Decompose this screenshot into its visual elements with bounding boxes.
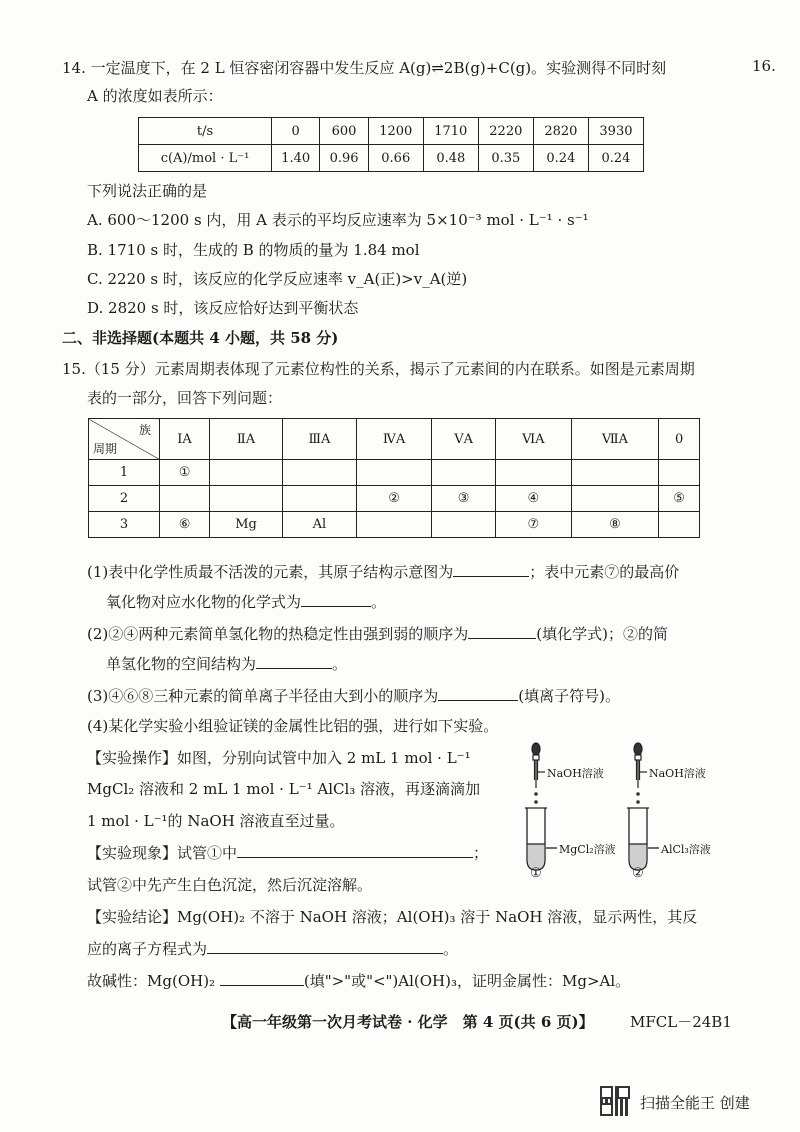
table-corner [89,419,160,460]
corner-group-label: 族 [138,423,151,437]
section-title: 二、非选择题(本题共 4 小题，共 58 分) [62,329,339,347]
concentration-cell: 0.48 [423,145,478,172]
element-cell [160,486,210,512]
concentration-cell: 0.24 [533,145,588,172]
answer-blank[interactable] [207,939,443,954]
dropper-label: NaOH溶液 [649,767,706,780]
tube-solution-label: AlCl₃溶液 [661,843,711,856]
group-header: ⅥA [496,419,572,460]
q14-option-c: C. 2220 s 时，该反应的化学反应速率 v_A(正)>v_A(逆) [87,270,468,288]
footer-code: MFCL－24B1 [630,1013,732,1031]
element-cell [432,460,496,486]
droplet-icon [636,792,640,804]
element-cell: Al [283,512,357,538]
q15-part2-line2 [106,654,347,674]
period-label: 3 [89,512,160,538]
element-cell [210,486,283,512]
answer-blank[interactable] [220,971,304,986]
element-cell [659,512,700,538]
concentration-cell: 0.96 [320,145,368,172]
element-cell: ⑧ [571,512,659,538]
answer-blank[interactable] [237,843,473,858]
time-cell: 2820 [533,118,588,145]
q14-prompt: 下列说法正确的是 [87,182,208,200]
answer-blank[interactable] [453,562,529,577]
answer-blank[interactable] [468,624,536,639]
q15-part2-line1 [87,624,668,644]
q15-part2-text-a: (2)②④两种元素简单氢化物的热稳定性由强到弱的顺序为 [87,625,469,643]
phenomenon-text-a: 【实验现象】试管①中 [87,844,238,862]
period-row [89,512,700,538]
group-header: ⅦA [571,419,659,460]
q14-option-b: B. 1710 s 时，生成的 B 的物质的量为 1.84 mol [87,241,420,259]
element-cell [210,460,283,486]
q15-part2-text-c: 单氢化物的空间结构为 [106,655,257,673]
time-cell: 1710 [423,118,478,145]
concentration-cell: 1.40 [272,145,320,172]
periodic-table [88,418,700,538]
element-cell [432,512,496,538]
element-cell: ⑤ [659,486,700,512]
element-cell [283,486,357,512]
period-label: 2 [89,486,160,512]
q15-part1-line1 [87,562,679,582]
experiment-conclusion-line1: 【实验结论】Mg(OH)₂ 不溶于 NaOH 溶液；Al(OH)₃ 溶于 NaOH 溶液，显示两性，其反 [87,908,698,926]
concentration-cell: 0.24 [588,145,643,172]
element-cell [571,460,659,486]
time-cell: 2220 [478,118,533,145]
q15-part1-text-c: 氧化物对应水化物的化学式为 [106,593,302,611]
element-cell: ③ [432,486,496,512]
time-row [139,118,644,145]
q15-part3-line [87,686,620,706]
q15-part1-line2 [106,592,386,612]
corner-period-label: 周期 [93,442,118,456]
tube-number: ① [530,866,542,881]
element-cell: ⑦ [496,512,572,538]
group-header: 0 [659,419,700,460]
conclusion-text-a: 应的离子方程式为 [87,940,208,958]
element-cell: ② [356,486,431,512]
experiment-operation-line2: MgCl₂ 溶液和 2 mL 1 mol · L⁻¹ AlCl₃ 溶液，再逐滴滴加 [87,780,481,798]
q15-part4-line: (4)某化学实验小组验证镁的金属性比铝的强，进行如下实验。 [87,717,499,735]
group-header: ⅣA [356,419,431,460]
time-cell: 3930 [588,118,643,145]
tube-number: ② [632,866,644,881]
test-tube-icon [627,808,659,870]
time-header: t/s [139,118,272,145]
q15-part1-text-b: ；表中元素⑦的最高价 [529,563,680,581]
margin-number: 16. [752,57,776,75]
concentration-table [138,117,644,172]
test-tube-icon [525,808,557,870]
answer-blank[interactable] [301,592,371,607]
q14-stem-line1: 14. 一定温度下，在 2 L 恒容密闭容器中发生反应 A(g)⇌2B(g)+C(g)。实验测得不同时刻 [62,59,667,77]
concentration-cell: 0.66 [368,145,423,172]
conclusion-text-d: (填">"或"<")Al(OH)₃，证明金属性：Mg>Al。 [303,972,631,990]
element-cell: ① [160,460,210,486]
element-cell: ⑥ [160,512,210,538]
experiment-operation-line3: 1 mol · L⁻¹的 NaOH 溶液直至过量。 [87,812,345,830]
experiment-figure [505,740,755,880]
footer-title: 【高一年级第一次月考试卷 · 化学 第 4 页(共 6 页)】 [222,1013,594,1031]
test-tube-diagram [505,740,755,880]
group-header: ⅡA [210,419,283,460]
droplet-icon [534,792,538,804]
q15-part3-text-b: (填离子符号)。 [518,687,620,705]
time-cell: 1200 [368,118,423,145]
group-header: ⅢA [283,419,357,460]
watermark-text: 扫描全能王 创建 [640,1094,750,1112]
experiment-conclusion-line3 [87,971,630,991]
time-cell: 0 [272,118,320,145]
dropper-label: NaOH溶液 [547,767,604,780]
element-cell: ④ [496,486,572,512]
time-cell: 600 [320,118,368,145]
answer-blank[interactable] [438,686,518,701]
phenomenon-text-b: ； [473,844,489,862]
concentration-header: c(A)/mol · L⁻¹ [139,145,272,172]
q15-intro-line1: 15.（15 分）元素周期表体现了元素位构性的关系，揭示了元素间的内在联系。如图是元素周期 [62,360,695,378]
experiment-phenomenon-line1 [87,843,488,863]
experiment-conclusion-line2 [87,939,458,959]
q15-intro-line2: 表的一部分，回答下列问题： [87,389,283,407]
concentration-cell: 0.35 [478,145,533,172]
conclusion-text-b: 。 [443,940,459,958]
qr-code-icon [600,1086,630,1116]
element-cell [283,460,357,486]
q15-part3-text-a: (3)④⑥⑧三种元素的简单离子半径由大到小的顺序为 [87,687,439,705]
q14-stem-line2: A 的浓度如表所示： [87,87,223,105]
element-cell [496,460,572,486]
period-label: 1 [89,460,160,486]
period-row [89,460,700,486]
q14-option-d: D. 2820 s 时，该反应恰好达到平衡状态 [87,299,359,317]
period-row [89,486,700,512]
element-cell [356,512,431,538]
q15-part2-text-d: 。 [332,655,348,673]
q15-part1-text-a: (1)表中化学性质最不活泼的元素，其原子结构示意图为 [87,563,454,581]
group-header: ⅤA [432,419,496,460]
answer-blank[interactable] [256,654,332,669]
q15-part2-text-b: (填化学式)；②的简 [536,625,668,643]
tube-solution-label: MgCl₂溶液 [559,843,616,856]
element-cell [356,460,431,486]
group-row [89,419,700,460]
dropper-icon [532,743,545,788]
experiment-phenomenon-line2: 试管②中先产生白色沉淀，然后沉淀溶解。 [87,876,373,894]
concentration-row [139,145,644,172]
element-cell: Mg [210,512,283,538]
q14-option-a: A. 600～1200 s 内，用 A 表示的平均反应速率为 5×10⁻³ mol · L⁻¹ · s⁻¹ [87,211,589,229]
dropper-icon [634,743,647,788]
group-header: ⅠA [160,419,210,460]
q15-part1-text-d: 。 [371,593,387,611]
element-cell [659,460,700,486]
conclusion-text-c: 故碱性：Mg(OH)₂ [87,972,216,990]
experiment-operation-line1: 【实验操作】如图，分别向试管中加入 2 mL 1 mol · L⁻¹ [87,749,471,767]
element-cell [571,486,659,512]
